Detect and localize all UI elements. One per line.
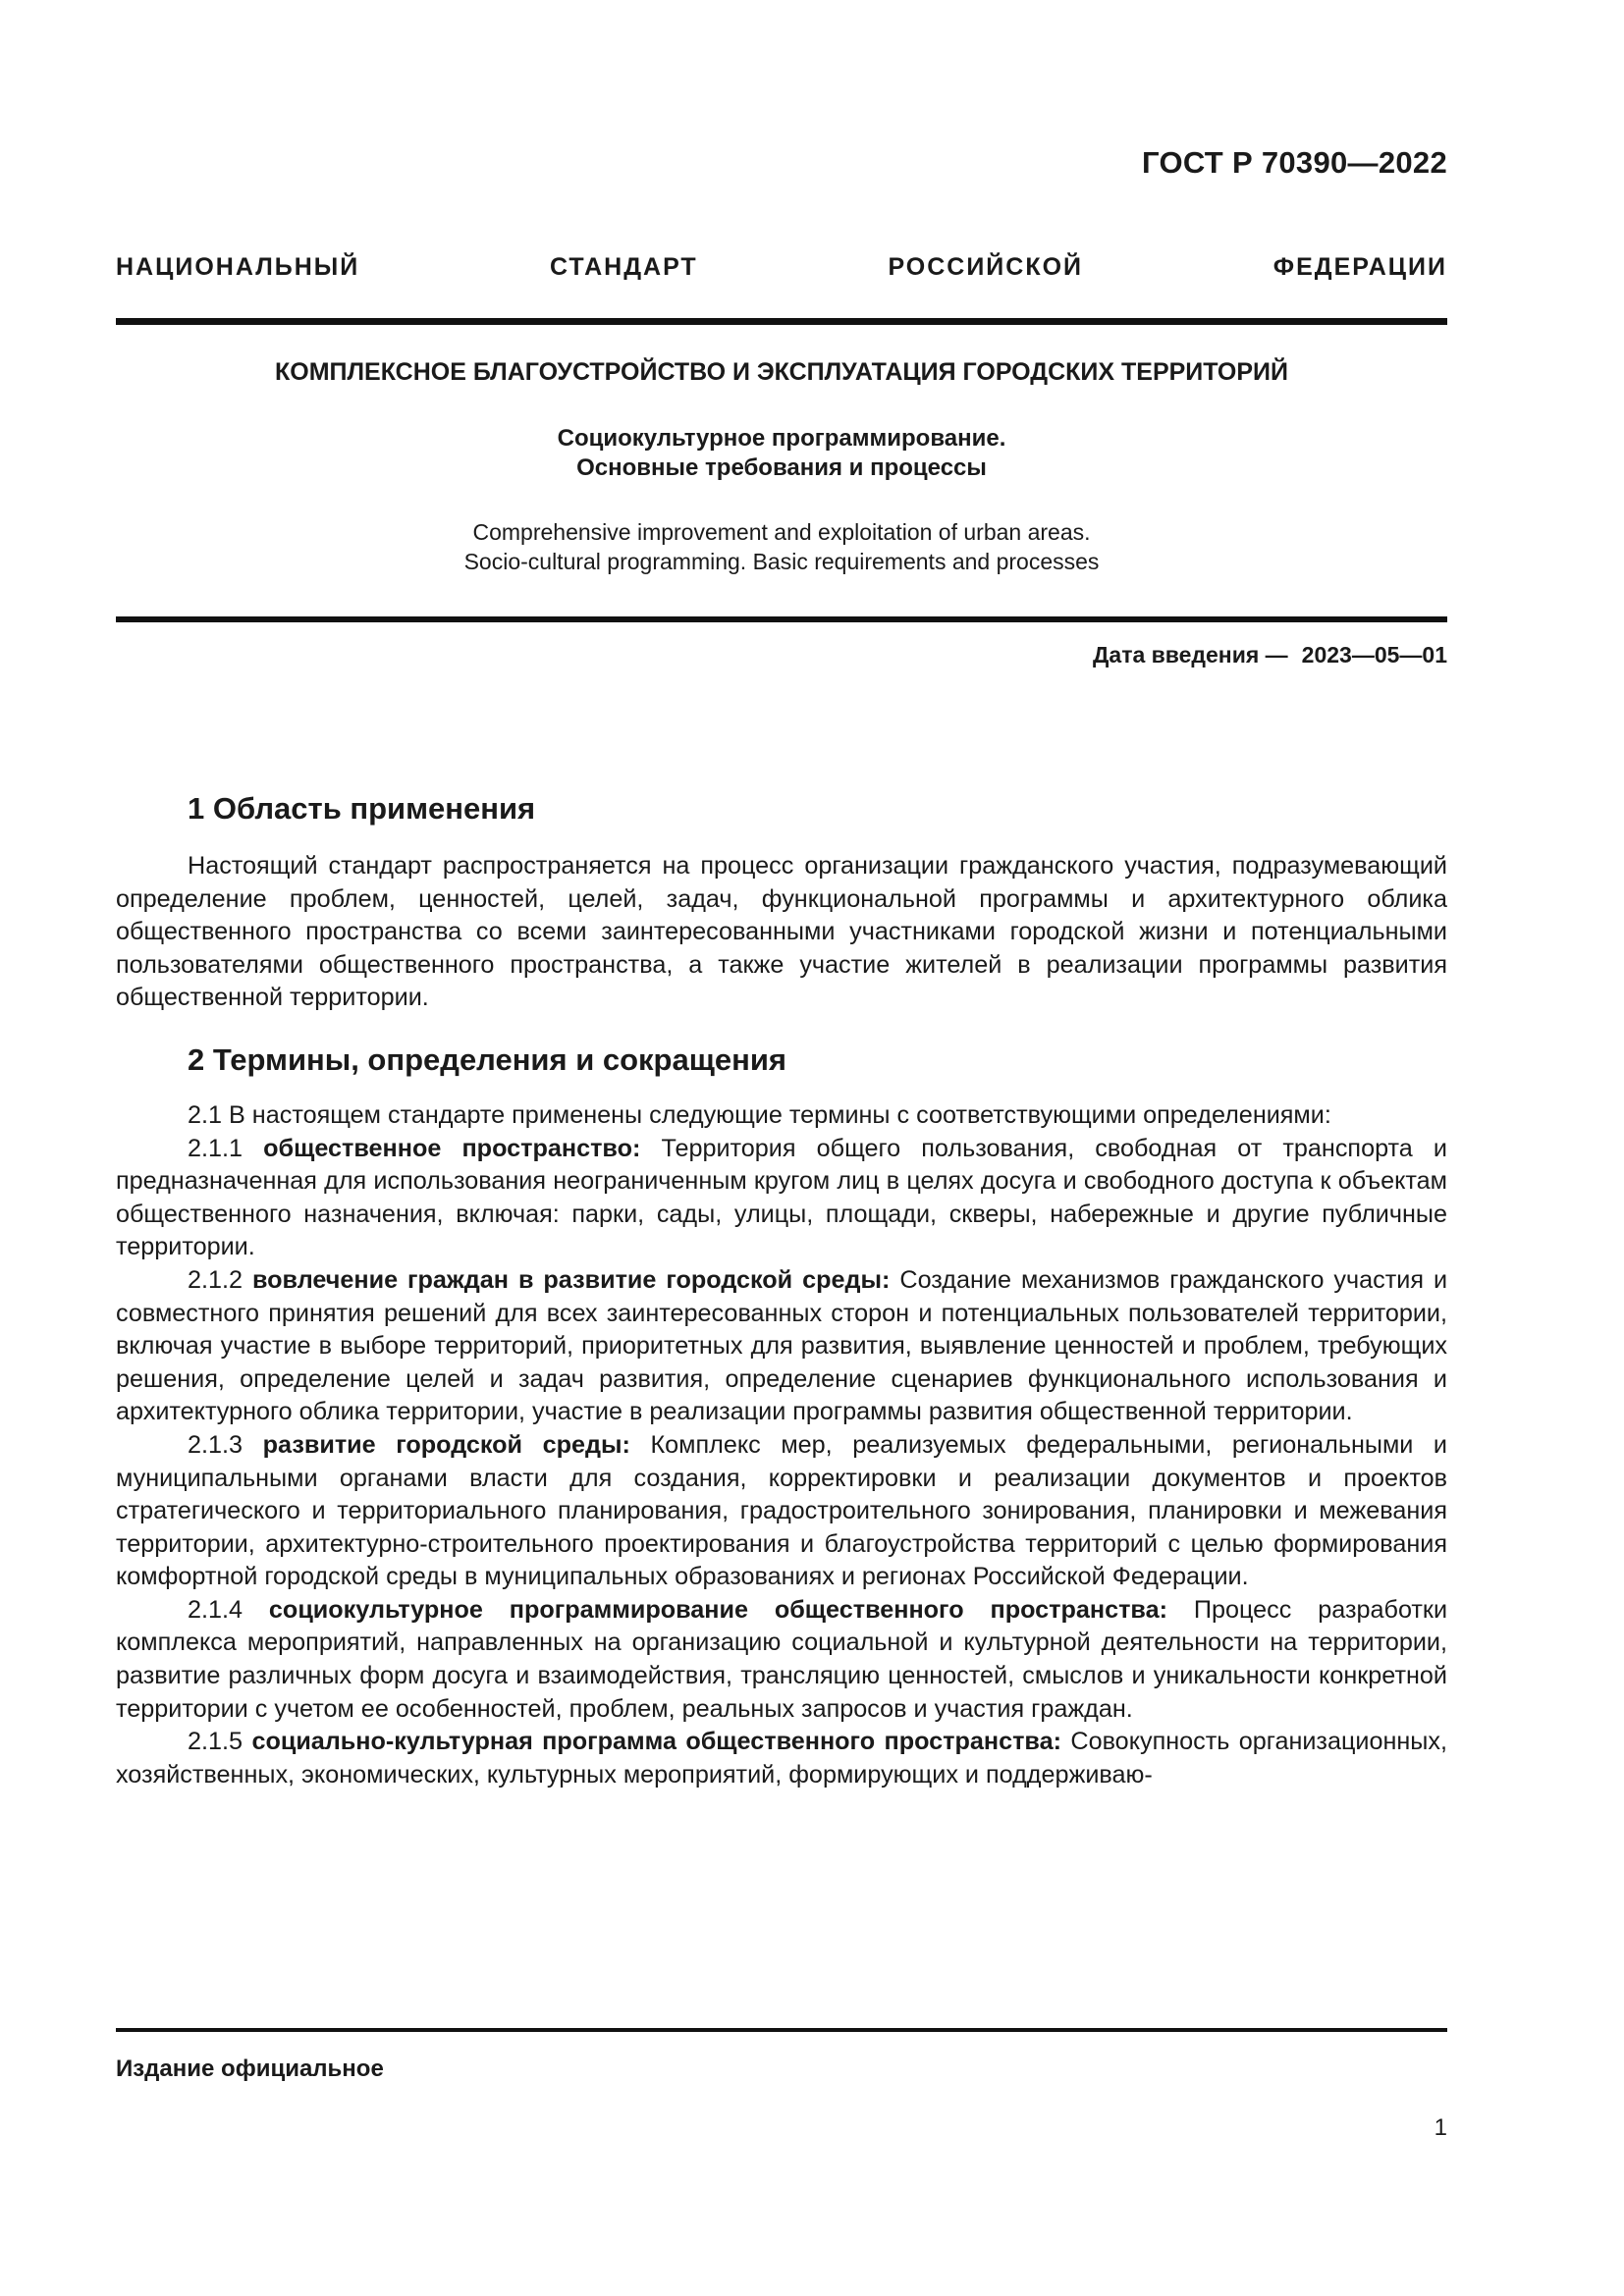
subtitle-line-1: Социокультурное программирование. <box>557 425 1006 452</box>
english-title <box>116 517 1447 576</box>
term-name: социально-культурная программа общественного пространства: <box>251 1728 1061 1756</box>
term-definition: Создание механизмов гражданского участия и совместного принятия решений для всех заинтересованных сторон и потенциальных пользователей территории, включая участие в выборе территорий, приоритетных для развития, выявление ценностей и проблем, требующих решения, определение целей и задач развития, определение сценариев функционального использования и архитектурного облика территории, участие в реализации программы развития общественной территории. <box>116 1265 1448 1426</box>
term-number: 2.1.4 <box>188 1595 244 1624</box>
document-page <box>116 0 1447 2296</box>
introduction-date-label: Дата введения — <box>1093 642 1288 667</box>
title-divider <box>116 616 1447 622</box>
term-name: социокультурное программирование общественного пространства: <box>268 1595 1167 1624</box>
section-2-intro: 2.1 В настоящем стандарте применены следующие термины с соответствующими определениями: <box>188 1100 1331 1129</box>
english-title-line-2: Socio-cultural programming. Basic requirements and processes <box>463 549 1100 574</box>
term-definition: Совокупность организационных, хозяйственных, экономических, культурных мероприятий, формирующих и поддерживаю- <box>116 1728 1448 1789</box>
term-number: 2.1.1 <box>188 1134 244 1162</box>
footer-divider <box>116 2028 1447 2032</box>
section-1-heading: 1 Область применения <box>188 791 536 826</box>
section-1-paragraph: Настоящий стандарт распространяется на процесс организации гражданского участия, подразумевающий определение проблем, ценностей, целей, задач, функциональной программы и архитектурного облика общественного пространства со всеми заинтересованными участниками городской жизни и потенциальными пользователями общественного пространства, а также участие жителей в реализации программы развития общественной территории. <box>116 852 1447 1012</box>
document-subtitle <box>116 424 1447 483</box>
term-definition: Комплекс мер, реализуемых федеральными, региональными и муниципальными органами власти для создания, корректировки и реализации документов и проектов стратегического и территориального планирования, градостроительного зонирования, планировки и межевания территории, архитектурно-строительного проектирования и благоустройства территорий с целью формирования комфортной городской среды в муниципальных образованиях и регионах Российской Федерации. <box>116 1430 1447 1591</box>
term-2-1-4 <box>116 1594 1447 1726</box>
document-code: ГОСТ Р 70390—2022 <box>1142 145 1447 180</box>
term-2-1-3 <box>116 1429 1447 1594</box>
term-name: развитие городской среды: <box>262 1430 630 1459</box>
term-definition: Территория общего пользования, свободная от транспорта и предназначенная для использования неограниченным кругом лиц в целях досуга и свободного доступа к объектам общественного назначения, включая: парки, сады, улицы, площади, скверы, набережные и другие публичные территории. <box>116 1134 1447 1261</box>
page-number: 1 <box>1434 2114 1447 2141</box>
section-2-heading: 2 Термины, определения и сокращения <box>188 1041 786 1077</box>
term-number: 2.1.3 <box>188 1430 244 1459</box>
term-number: 2.1.2 <box>188 1265 244 1294</box>
official-edition-label: Издание официальное <box>116 2056 384 2082</box>
term-number: 2.1.5 <box>188 1728 244 1756</box>
term-name: общественное пространство: <box>263 1134 641 1162</box>
term-2-1-5 <box>116 1726 1447 1791</box>
introduction-date <box>1093 642 1447 668</box>
term-2-1-2 <box>116 1264 1447 1429</box>
top-divider <box>116 318 1447 325</box>
term-2-1-1 <box>116 1133 1447 1264</box>
term-definition: Процесс разработки комплекса мероприятий, направленных на организацию социальной и культурной деятельности на территории, развитие различных форм досуга и взаимодействия, трансляцию ценностей, смыслов и уникальности конкретной территории с учетом ее особенностей, проблем, реальных запросов и участия граждан. <box>116 1595 1448 1723</box>
subtitle-line-2: Основные требования и процессы <box>576 454 987 481</box>
introduction-date-value: 2023—05—01 <box>1301 642 1447 667</box>
document-body <box>116 789 1447 1791</box>
term-name: вовлечение граждан в развитие городской среды: <box>252 1265 891 1294</box>
document-title: КОМПЛЕКСНОЕ БЛАГОУСТРОЙСТВО И ЭКСПЛУАТАЦИЯ ГОРОДСКИХ ТЕРРИТОРИЙ <box>275 358 1288 386</box>
english-title-line-1: Comprehensive improvement and exploitation of urban areas. <box>472 519 1091 545</box>
national-standard-banner: НАЦИОНАЛЬНЫЙ СТАНДАРТ РОССИЙСКОЙ ФЕДЕРАЦИИ <box>116 253 1447 281</box>
